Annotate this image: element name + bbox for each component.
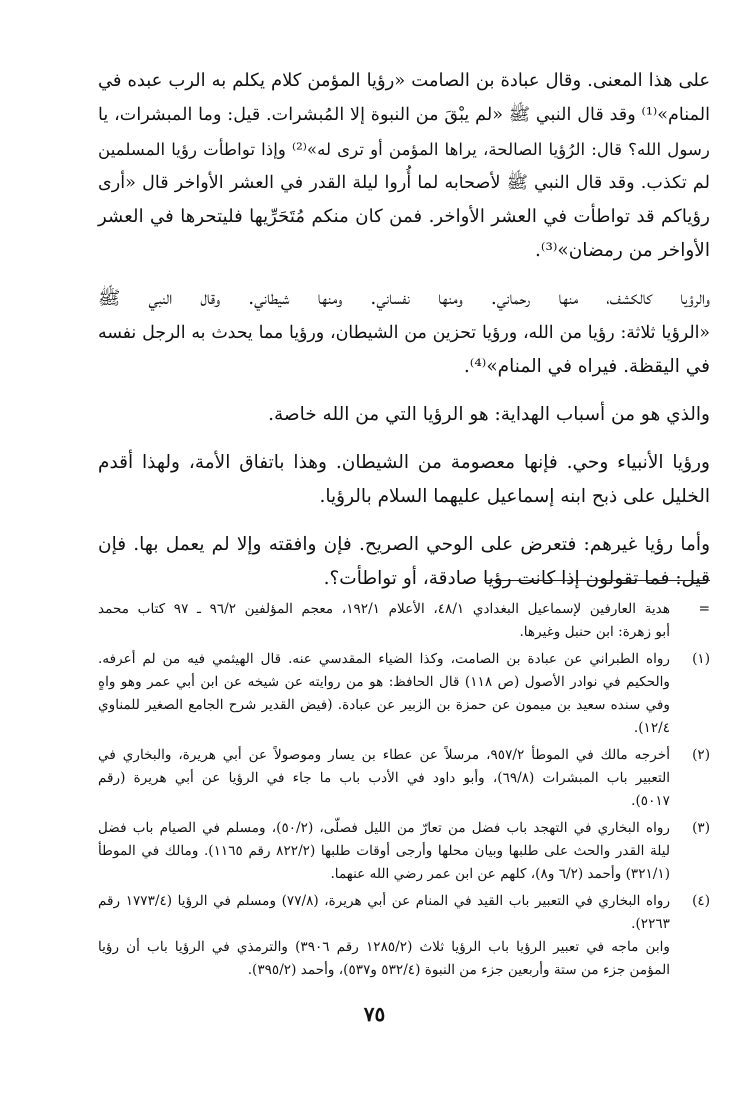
footnote-line: والحكيم في نوادر الأصول (ص ١١٨) قال الحافظ: هو من روايته عن شيخه عن ابن أبي عمر وهو واهٍ	[98, 674, 670, 690]
text-line: في اليقظة. فيراه في المنام»⁽⁴⁾.	[463, 356, 710, 377]
footnote-marker: (٤)	[692, 893, 710, 909]
footnote-marker: =	[698, 601, 710, 617]
text-line: قيل: فما تقولون إذا كانت رؤيا صادقة، أو تواطأت؟.	[323, 568, 710, 589]
footnote-line: ليلة القدر والحث على طلبها وبيان محلها وأرجى أوقات طلبها (٨٢٢/٢ رقم ١١٦٥). ومالك في الموطأ	[98, 843, 670, 859]
text-line: رؤياكم قد تواطأت في العشر الأواخر. فمن كان منكم مُتَحَرِّيها فليتحرها في العشر	[98, 206, 710, 227]
footnote-marker: (٣)	[692, 820, 710, 836]
text-line: والذي هو من أسباب الهداية: هو الرؤيا التي من الله خاصة.	[268, 404, 710, 425]
footnote-line: أخرجه مالك في الموطأ ٩٥٧/٢، مرسلاً عن عطاء بن يسار وموصولاً عن أبي هريرة، والبخاري في	[98, 747, 670, 763]
text-line: المنام»⁽¹⁾ وقد قال النبي ﷺ «لم يبْقَ من النبوة إلا المُبشرات. قيل: وما المبشرات، يا	[98, 105, 710, 125]
footnote-continued	[98, 598, 710, 644]
footnote-line: أبو زهرة: ابن حنبل وغيرها.	[519, 624, 670, 640]
page-number: ٧٥	[363, 1002, 386, 1026]
text-line: «الرؤيا ثلاثة: رؤيا من الله، ورؤيا تحزين من الشيطان، ورؤيا مما يحدث به الرجل نفسه	[98, 323, 710, 343]
footnote-line: وفي سنده سعيد بن ميمون عن حمزة بن الزبير عن عبادة. (فيض القدير شرح الجامع الصغير للمناوي	[98, 697, 670, 713]
footnote-3	[98, 817, 710, 886]
main-text	[98, 64, 710, 610]
footnote-2	[98, 744, 710, 813]
text-line: والرؤيا كالكشف، منها رحماني. ومنها نفساني. ومنها شيطاني. وقال النبي ﷺ	[98, 288, 710, 309]
footnote-divider	[484, 580, 710, 581]
footnote-line: رواه البخاري في التهجد باب فضل من تعارّ من الليل فصلّى، (٥٠/٢)، ومسلم في الصيام باب فضل	[98, 820, 670, 836]
footnotes	[98, 598, 710, 986]
footnote-line: ١٢/٤).	[633, 720, 670, 736]
footnote-marker: (٢)	[692, 747, 710, 763]
footnote-4	[98, 890, 710, 982]
footnote-line: وابن ماجه في تعبير الرؤيا باب الرؤيا ثلاث (١٢٨٥/٢ رقم ٣٩٠٦) والترمذي في الرؤيا باب أن رؤيا	[98, 939, 670, 955]
text-line: رسول الله؟ قال: الرُؤيا الصالحة، يراها المؤمن أو ترى له»⁽²⁾ وإذا تواطأت رؤيا المسلمين	[98, 139, 710, 159]
paragraph-4	[98, 446, 710, 514]
text-line: ورؤيا الأنبياء وحي. فإنها معصومة من الشيطان. وهذا باتفاق الأمة، ولهذا أقدم	[98, 452, 710, 473]
footnote-line: ٥٠١٧).	[631, 793, 670, 809]
text-line: على هذا المعنى. وقال عبادة بن الصامت «رؤيا المؤمن كلام يكلم به الرب عبده في	[98, 70, 710, 91]
footnote-marker: (١)	[692, 651, 710, 667]
footnote-line: رواه الطبراني عن عبادة بن الصامت، وكذا الضياء المقدسي عنه. قال الهيثمي فيه من لم أعرفه.	[98, 651, 670, 667]
paragraph-2	[98, 282, 710, 384]
text-line: الخليل على ذبح ابنه إسماعيل عليهما السلام بالرؤيا.	[319, 486, 710, 507]
text-line: لم تكذب. وقد قال النبي ﷺ لأصحابه لما أُروا ليلة القدر في العشر الأواخر قال «أرى	[98, 173, 710, 193]
paragraph-1	[98, 64, 710, 268]
footnote-line: (٣٢١/١) وأحمد (٦/٢ و٨)، كلهم عن ابن عمر رضي الله عنهما.	[330, 866, 670, 882]
footnote-line: ٢٢٦٣).	[631, 916, 670, 932]
text-line: وأما رؤيا غيرهم: فتعرض على الوحي الصريح. فإن وافقته وإلا لم يعمل بها. فإن	[98, 534, 710, 555]
footnote-line: المؤمن جزء من ستة وأربعين جزء من النبوة (٥٣٢/٤ و٥٣٧)، وأحمد (٣٩٥/٢).	[247, 962, 670, 978]
footnote-line: هدية العارفين لإسماعيل البغدادي ٤٨/١، الأعلام ١٩٢/١، معجم المؤلفين ٩٦/٢ ـ ٩٧ كتاب محمد	[98, 601, 670, 617]
footnote-line: التعبير باب المبشرات (٦٩/٨)، وأبو داود في الأدب باب ما جاء في الرؤيا عن أبي هريرة (رقم	[98, 770, 670, 786]
paragraph-5	[98, 528, 710, 596]
footnote-line: رواه البخاري في التعبير باب القيد في المنام عن أبي هريرة، (٧٧/٨) ومسلم في الرؤيا (١٧٧٣/٤ رقم	[98, 893, 671, 909]
text-line: الأواخر من رمضان»⁽³⁾.	[535, 240, 710, 261]
paragraph-3	[98, 398, 710, 432]
footnote-1	[98, 648, 710, 740]
